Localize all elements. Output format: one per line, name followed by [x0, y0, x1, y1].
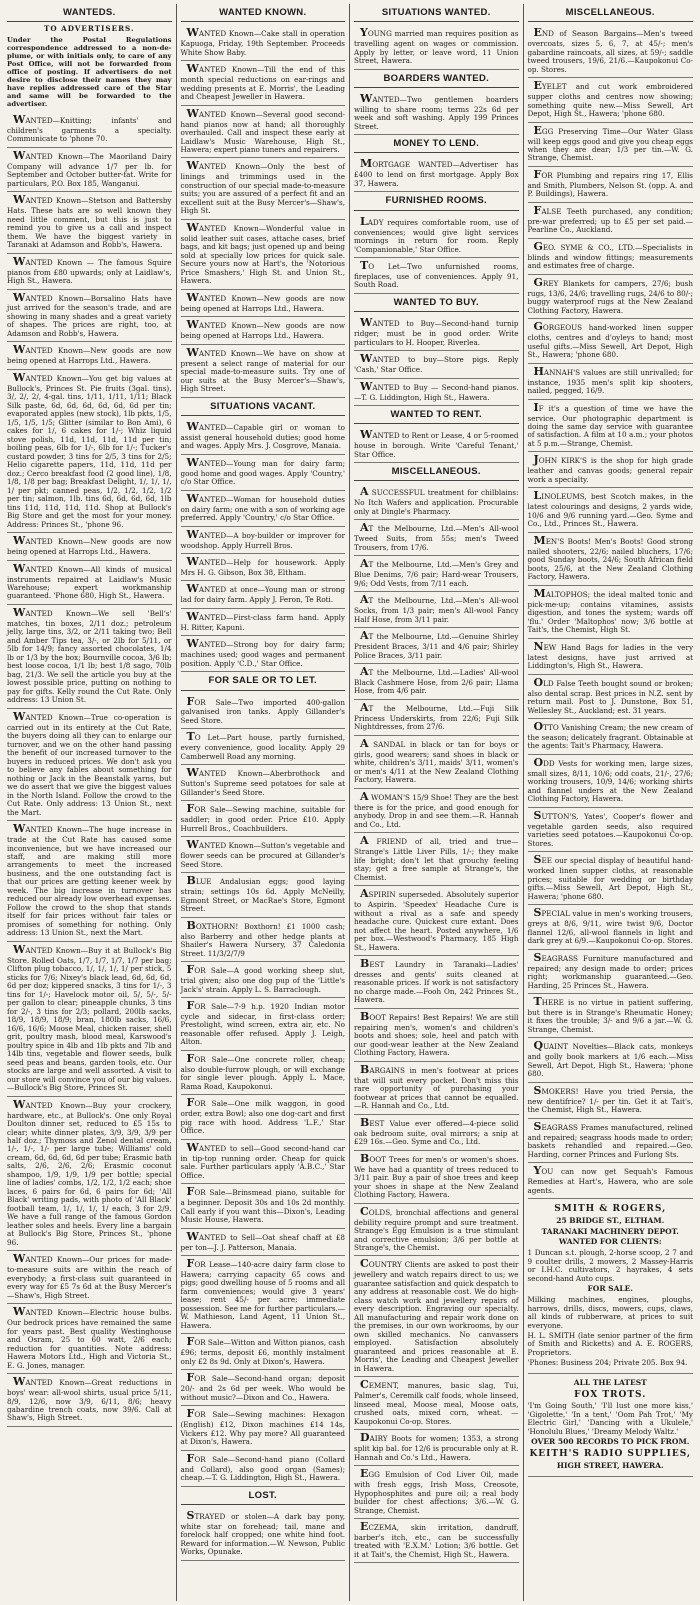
classified-ad: BEST Value ever offered—4-piece solid oak bedroom suite, oval mirrors; a snip at £29 16s.—Geo. Syme and Co., Ltd. [354, 1115, 519, 1151]
smith-rogers-agent-text: H. L. SMITH (late senior partner of the firm of Smith and Ricketts) and A. E. ROGERS, Proprietors. [527, 1331, 693, 1357]
classified-ad: WANTED Known—Only the best of linings and trimmings used in the construction of our special made-to-measure suits; you are assured of a perfect fit and an excellent suit at the Busy Mercer's—Shaw's, High St. [181, 158, 346, 219]
classified-ad: SEE our special display of beautiful hand-worked linen supper cloths, at reasonable prices; suitable for wedding or birthday gifts.—Miss Sewell, Art Depot, High St., Hawera; 'phone 680. [528, 852, 694, 905]
classified-ad: TO Let—Two unfurnished rooms, fireplaces, use of conveniences. Apply 91, South Road. [354, 258, 519, 294]
columns [3, 4, 697, 1601]
classified-ad: WANTED Known—Several good second-hand pianos now at hand; all thoroughly overhauled. Call and inspect these early at Laidlaw's Music Warehouse, High St., Hawera; expert piano tuners and repairers. [181, 106, 346, 159]
classified-ad: LINOLEUMS, best Scotch makes, in the latest colourings and designs, 2 yards wide, 10/6 and 9/6 running yard.—Geo. Syme and Co., Ltd., Princes St., Hawera. [528, 488, 694, 532]
classified-ad: WANTED to sell—Good second-hand car in tip-top running order. Cheap for quick sale. Further particulars apply 'A.B.C.,' Star Office. [181, 1140, 346, 1184]
section-heading: MISCELLANEOUS. [354, 465, 519, 481]
classified-ad: GREY Blankets for campers, 27/6; bush rugs, 13/6, 24/6; travelling rugs, 24/6 to 80/-; buggy waterproof rugs at the New Zealand Clothing Factory, Hawera. [528, 275, 694, 319]
smith-rogers-depot: TARANAKI MACHINERY DEPOT. [541, 1226, 679, 1236]
section-heading: WANTED KNOWN. [181, 6, 346, 22]
classified-ad: EGG Preserving Time—Our Water Glass will keep eggs good and give you cheap eggs when they are dear; 1/3 per tin.—W. G. Strange, Chemist. [528, 123, 694, 167]
smith-rogers-wanted-heading: WANTED FOR CLIENTS: [558, 1237, 662, 1247]
classified-ad: FOR Sale—Witton and Witton pianos, cash £96; terms, deposit £6, monthly instalment only £2 8s 9d. Only at Dixon's, Hawera. [181, 1334, 346, 1370]
classified-ad: WANTED—Young man for dairy farm; good home and good wages. Apply 'Country,' c/o Star Office. [181, 455, 346, 491]
fox-trots-records: OVER 500 RECORDS TO PICK FROM. [531, 1437, 690, 1447]
classified-ad: SEAGRASS Frames manufactured, relined and repaired; seagrass hoods made to order; baskets rehandled and repaired.—Geo. Harding, corner Princes and Furlong Sts. [528, 1119, 694, 1163]
classified-ad: WANTED Known—Wonderful value in solid leather suit cases, attache cases, brief bags, and kit bags; just opened up and being sold at specially low prices for quick sale. Secure yours now at Hart's, the 'Notorious Price Smashers,' High St. and Union St., Hawera. [181, 220, 346, 290]
classified-ad: WANTED—Strong boy for dairy farm; machines used; good wages and permanent position. Apply 'C.D.,' Star Office. [181, 636, 346, 672]
classified-ad: WANTED Known—Till the end of this month special reductions on ear-rings and wedding presents at E. Morris', the Leading and Cheapest Jeweller in Hawera. [181, 61, 346, 105]
classified-ad: BLUE Andalusian eggs; good laying strain; settings 10s 6d. Apply McNeilly, Egmont Street, or MacRae's Store, Egmont Street. [181, 873, 346, 917]
classified-ad: NEW Hand Bags for ladies in the very latest designs, have just arrived at Liddington's, High St., Hawera. [528, 639, 694, 675]
classified-ad: WANTED—Knitting; infants' and children's garments a specialty. Communicate to 'phone 70. [7, 112, 172, 148]
classified-ad: WANTED to Buy — Second-hand pianos.—T. G. Liddington, High St., Hawera. [354, 379, 519, 406]
classified-ad: FOR Lease—140-acre dairy farm close to Hawera; carrying capacity 65 cows and pigs; good dwelling house of 5 rooms and all farm conveniences; would give 3 years' lease; rent 45/- per acre; immediate possession. See me for further particulars.—W. Mathieson, Land Agent, 11 Union St., Hawera. [181, 1256, 346, 1334]
section-heading: FURNISHED ROOMS. [354, 194, 519, 210]
classified-ad: WANTED Known—New goods are now being opened at Harrops Ltd., Hawera. [7, 533, 172, 560]
classified-ad: WANTED Known—Buy your crockery, hardware, etc., at Bullock's. One only Royal Doulton dinner set, reduced to £5 15s to clear; white dinner plates, 3/9, 3/9, 3/9 per half doz.; Thymoss and Zenol dental cream, 1/-, 1/-, 1/- per large tube; Williams' cold cream, 6d, 6d, 6d, 6d per tube; Erasmic bath salts, 2/6, 2/6, 2/6; Erasmic coconut shampoo, 1/9, 1/9, 1/9 per bottle; special line of ladies' combs, 1/2, 1/2, 1/2 each; shoe laces, 6 pairs for 6d, 6 pairs for 6d; 'All Black' writing pads, with photo of 'All Black' football team, 1/, 1/, 1/, 1/ each, 3 for 2/9. We have a full range of the famous Gordon leather soles and heels. Every line a bargain at Bullock's Big Store, Princes St., 'phone 96. [7, 1097, 172, 1252]
classified-ad: A SUCCESSFUL treatment for chilblains: No Itch Wafers and application. Procurable only at Dingle's Pharmacy. [354, 484, 519, 520]
classified-ad: WANTED Known—All kinds of musical instruments repaired at Laidlaw's Music Warehouse; expert workmanship guaranteed. 'Phone 680, High St., Hawera. [7, 561, 172, 605]
classified-ad: END of Season Bargains—Men's tweed overcoats, sizes 5, 6, 7, at 45/-; men's gabardine raincoats, all sizes, at 59/-; saddle tweed trousers, 19/6, 21/6.—Kaupokonui Co-op. Stores. [528, 25, 694, 78]
classified-ad: WANTED Known—Our prices for made-to-measure suits are within the reach of everybody; a first-class suit guaranteed in every way for £5 7s 6d at the Busy Mercer's—Shaw's, High Street. [7, 1251, 172, 1304]
advertisers-notice: Under the Postal Regulations correspondence addressed to a non-de-plume, or with initials only, to care of any Post Office, will not be forwarded from office of posting. If advertisers do not desire to disclose their names they may have replies addressed care of the Star and same will be forwarded to the advertiser. [7, 35, 172, 108]
fox-trots-heading-2: FOX TROTS. [574, 1389, 647, 1400]
classified-ad: GORGEOUS hand-worked linen supper cloths, centres and d'oyleys to hand; most useful gifts.—Miss Sewell, Art Depot, High St., Hawera; 'phone 680. [528, 319, 694, 363]
classified-ad: WANTED Known—The huge increase in trade at the Cut Rate has caused some inconvenience, but we have increased our staff, and are making still more arrangements to meet the increased business, and the one outstanding fact is that our prices are getting keener week by week. The big increase in turnover has reduced our already low overhead expenses. Follow the crowd to the shop that stands itself for fair prices without fair tales or promises of something for nothing. Only address: 13 Union St., next the Mart. [7, 821, 172, 942]
section-heading: MONEY TO LEND. [354, 137, 519, 153]
classified-ad: AT the Melbourne, Ltd.—Ladies' All-wool Black Cashmere Hose, from 2/6 pair; Llama Hose, from 4/6 pair. [354, 664, 519, 700]
classified-ad: STRAYED or stolen—A dark bay pony, white star on forehead; tail, mane and forelock half cropped; one white hind foot. Reward for information.—W. Newson, Public Works, Opunake. [181, 1508, 346, 1561]
column-4 [524, 4, 698, 1601]
classified-ad: EGG Emulsion of Cod Liver Oil, made with fresh eggs, Irish Moss, Creosote, Hypophosphites and pure oil; a real body builder for chest affections; 3/6.—W. G. Strange, Chemist. [354, 1466, 519, 1519]
classified-ad: WANTED Known—We have on show at present a select range of material for our special made-to-measure suits. Try one of our suits at the Busy Mercer's—Shaw's, High Street. [181, 345, 346, 398]
fox-trots-address: HIGH STREET, HAWERA. [556, 1460, 664, 1470]
classified-ad: FALSE Teeth purchased, any condition; pre-war preferred; up to £5 per set paid.—Pearline Co., Auckland. [528, 203, 694, 239]
classified-ad: FOR Sale—Two imported 400-gallon galvanised iron tanks. Apply Gillander's Seed Store. [181, 694, 346, 730]
fox-trots-shop: KEITH'S RADIO SUPPLIES, [529, 1449, 692, 1460]
classified-ad: GEO. SYME & CO., LTD.—Specialists in blinds and window fittings; measurements and estimates free of charge. [528, 239, 694, 275]
classified-ad: THERE is no virtue in patient suffering, but there is in Strange's Rheumatic Honey; it fixes the trouble; 3/- and 9/6 a jar.—W. G. Strange, Chemist. [528, 994, 694, 1038]
smith-rogers-address: 25 BRIDGE ST., ELTHAM. [556, 1215, 665, 1225]
classified-ad: ODD Vests for working men, large sizes, small sizes, 8/11, 10/6; odd coats, 21/-, 27/6; working trousers, 10/9, 14/6; working shirts and flannel unders at the New Zealand Clothing Factory, Hawera. [528, 755, 694, 808]
classified-ad: WANTED Known—We sell 'Bell's' matches, tin boxes, 2/11 doz.; petroleum jelly, large tins, 3/2, or 2/11 taking two; Bell and Amber Tips tea, 3/-, or 2lb for 5/11, or 5lb for 14/9; fancy assorted chocolates, 1/4 lb or 1/3 by the box; Bournville cocoa, 3/6 lb; best loose cocoa, 1/1 lb; best 1/8 sago, 70lb bag, 21/3. We sell the article you buy at the lowest possible price, putting on nothing to pay for gifts. Kelly round the Cut Rate. Only address: 13 Union St. [7, 605, 172, 709]
classified-ad: FOR Sale—A good working sheep slut, trial given; also one dog pup of the 'Little's Jack's' strain. Apply L. S. Barraclough. [181, 962, 346, 998]
classified-ad: FOR Sale—Sewing machine, suitable for saddler; in good order. Price £10. Apply Hurrell Bros., Coachbuilders. [181, 801, 346, 837]
classified-ad: YOUNG married man requires position as travelling agent on wages or commission. Apply by letter, or leave word, 11 Union Street, Hawera. [354, 25, 519, 69]
classified-ad: WANTED to Sell—Oat sheaf chaff at £8 per ton—J. J. Patterson, Manaia. [181, 1229, 346, 1256]
classified-ad: WANTED Known — The famous Squire pianos from £80 upwards; only at Laidlaw's, High St., Hawera. [7, 254, 172, 290]
smith-rogers-phones: 'Phones: Business 204; Private 205. Box 94. [527, 1358, 688, 1368]
classified-ad: DAIRY Boots for women; 1353, a strong split kip bal. for 12/6 is procurable only at R. Hannah and Co.'s Ltd., Hawera. [354, 1430, 519, 1466]
classified-ad: AT the Melbourne, Ltd.—Men's All-wool Tweed Suits, from 55s; men's Tweed Trousers, from 17/6. [354, 520, 519, 556]
classified-ad: SMOKERS! Have you tried Persia, the new dentifrice? 1/- per tin. Get it at Tait's, the Chemist, High St., Hawera. [528, 1083, 694, 1119]
classified-ad: WANTED Known—Cake stall in operation Kapuoga, Friday, 19th September. Proceeds White Show Baby. [181, 25, 346, 61]
smith-rogers-sale-text: Milking machines, engines, ploughs, harrows, drills, discs, mowers, cups, claws, all kinds of rubberware, at prices to suit everyone. [527, 1295, 693, 1330]
classified-ad: QUAINT Novelties—Black cats, monkeys and golly book markers at 1/6 each.—Miss Sewell, Art Depot, High St., Hawera; 'phone 680. [528, 1038, 694, 1082]
classified-ad: BARGAINS in men's footwear at prices that will suit every pocket. Don't miss this rare opportunity of purchasing your footwear at prices that cannot be equalled.—R. Hannah and Co., Ltd. [354, 1062, 519, 1115]
section-subheading: TO ADVERTISERS. [44, 24, 135, 34]
classified-ad: OTTO Vanishing Cream; the new cream of the season; delicately fragrant. Obtainable at the agents: Tait's Pharmacy, Hawera. [528, 719, 694, 755]
section-heading: WANTED TO RENT. [354, 408, 519, 424]
classified-ad: JOHN KIRK'S is the shop for high grade leather and canvas goods; general repair work a specialty. [528, 452, 694, 488]
section-heading: LOST. [181, 1489, 346, 1505]
classified-ad: WANTED at once—Young man or strong lad for dairy farm. Apply J. Feron, Te Roti. [181, 581, 346, 608]
classified-ad: FOR Sale—Brinsmead piano, suitable for a beginner. Deposit 30s and 10s 2d monthly. Call early if you want this—Dixon's, Leading Music House, Hawera. [181, 1184, 346, 1228]
classified-ad: FOR Sale—One milk waggon, in good order, extra Bowl; also one dog-cart and first pig race with hood. Address 'L.F.,' Star Office. [181, 1095, 346, 1139]
classified-ad: TO Let—Part house, partly furnished, every convenience, good locality. Apply 29 Camberwell Road any morning. [181, 729, 346, 765]
fox-trots-ad [528, 1374, 694, 1477]
classified-ad: WANTED—A boy-builder or improver for woodshop. Apply Hurrell Bros. [181, 527, 346, 554]
classified-ad: WANTED Known—Aberbrothock and Sutton's Supreme seed potatoes for sale at Gillander's Seed Store. [181, 765, 346, 801]
classified-ad: A WOMAN'S 15/9 Shoe! They are the best there is for the price, and good enough for anybody. Drop in and see them.—R. Hannah and Co., Ltd. [354, 789, 519, 833]
classified-ad: WANTED Known—The Maoriland Dairy Company will advance 1/7 per lb. for September and October butter-fat. Write for particulars, P.O. Box 185, Wanganui. [7, 148, 172, 192]
section-heading: WANTEDS. [7, 6, 172, 22]
classified-ad: AT the Melbourne, Ltd.—Men's All-wool Socks, from 1/3 pair; men's All-wool Fancy Half Hose, from 3/11 pair. [354, 592, 519, 628]
classified-ad: WANTED Known—You get big values at Bullock's, Princes St. Pie fruits (3gal. tins), 3/, 2/, 2/, 4-gal. tins, 1/11, 1/11, 1/11; Black Silk paste, 6d, 6d, 6d, 6d, 6d, 6d per tin; evaporated apples (new stock), 1lb pkts, 1/5, 1/5, 1/5, 1/5; Glitter (similar to Bon Ami), 6 cakes for 1/, 6 cakes for 1/-; Whiz liquid stove polish, 11d, 11d, 11d, 11d per tin; boiling peas, 6lb for 1/-, 6lb for 1/-; Tucker's custard powder, 3 tins for 2/5, 3 tins for 2/5; Helio cigarette papers, 11d, 11d, 11d per doz.; Cerco breakfast food (2 good line), 1/8, 1/8, 1/8 per bag; Breakfast Delight, 1/, 1/, 1/, 1/ per pkt; canned peas, 1/2, 1/2, 1/2, 1/2 per tin; salmon, 1lb. tins 6d, 6d, 6d, 6d, 1lb tins 11d, 11d, 11d, 11d. Shop at Bullock's Big Store and get the most for your money. Address: Princes St., 'phone 96. [7, 370, 172, 533]
classified-ad: WANTED Known—New goods are now being opened at Harrops Ltd., Hawera. [7, 342, 172, 369]
classified-ad: MEN'S Boots! Men's Boots! Good strong nailed shooters, 22/6; nailed bluchers, 17/6; good Sunday boots, 24/6; South African field boots, 25/6, at the New Zealand Clothing Factory, Hawera. [528, 533, 694, 586]
classified-ad: ASPIRIN superseded. Absolutely superior to Aspirin. 'Speedex' Headache Cure is without a rival as a safe and speedy headache cure. Quickest cure extant. Does not affect the heart. Posted anywhere, 1/6 per box.—Westwood's Pharmacy, 185 High St., Hawera. [354, 886, 519, 956]
classified-ad: AT the Melbourne, Ltd.—Genuine Shirley President Braces, 3/11 and 4/6 pair; Shirley Police Braces, 3/11 pair. [354, 628, 519, 664]
smith-rogers-wanted-text: 1 Duncan s.t. plough, 2-horse scoop, 2 7 and 9 coulter drills, 2 mowers, 2 Massey-Harris or I.H.C. cultivators, 2 hayrakes, 4 sets second-hand Auto cups. [527, 1248, 693, 1283]
classified-ad: WANTED to buy—Store pigs. Reply 'Cash,' Star Office. [354, 351, 519, 378]
classified-ad: LADY requires comfortable room, use of conveniences; would give light services mornings in return for room. Reply 'Companionable,' Star Office. [354, 214, 519, 258]
classified-ad: FOR Sale—Second-hand piano (Collard and Collard), also good organ (Sames); cheap.—T. G. Liddington, High St., Hawera. [181, 1451, 346, 1487]
classified-ad: WANTED—First-class farm hand. Apply H. Ritter, Kapuni. [181, 609, 346, 636]
classified-ad: SEAGRASS Furniture manufactured and repaired; any design made to order; prices right; workmanship guaranteed.—Geo. Harding, 25 Princes St., Hawera. [528, 950, 694, 994]
section-heading: SITUATIONS VACANT. [181, 400, 346, 416]
classified-ad: WANTED to Rent or Lease, 4 or 5-roomed house in borough. Write 'Careful Tenant,' Star Office. [354, 427, 519, 463]
smith-rogers-sale-heading: FOR SALE. [587, 1284, 634, 1294]
smith-rogers-title: SMITH & ROGERS, [554, 1204, 667, 1215]
classified-ad: BOOT Trees for men's or women's shoes. We have had a quantity of trees reduced to 3/11 pair. Buy a pair of shoe trees and keep your shoes in shape at the New Zealand Clothing Factory, Hawera. [354, 1151, 519, 1204]
section-heading: BOARDERS WANTED. [354, 72, 519, 88]
classified-ad: WANTED Known—True co-operation is carried out in its entirety at the Cut Rate, the buyers doing all they can to enlarge our turnover, and we on the other hand passing the benefit of our increased turnover to the buyers in reduced prices. We don't ask you to believe any fables about something for nothing or Jack in the Beanstalk yarns, but we do assert that we give the biggest values in the North Island. Follow the crowd to the Cut Rate. Only address: 13 Union St., next the Mart. [7, 709, 172, 821]
classified-ad: WANTED Known—Great reductions in boys' wear: all-wool shirts, usual price 5/11, 8/9, 12/6, now 3/9, 6/11, 8/6; heavy gabardine trench coats, now 39/6. Call at Shaw's, High Street. [7, 1374, 172, 1427]
classified-ad: WANTED Known—Borsalino Hats have just arrived for the season's trade, and are showing in many shades and a great variety of shapes. The prices are right, too, at Adamson and Robb's, Hawera. [7, 290, 172, 343]
classified-ad: BOOT Repairs! Best Repairs! We are still repairing men's, women's and children's boots and shoes; sole, heel and patch with our good-wear leather at the New Zealand Clothing Factory, Hawera. [354, 1009, 519, 1062]
classified-ad: A FRIEND of all, tried and true—Strange's Little Liver Pills, 1/-; they make life bright; don't let that grouchy feeling stay; get a free sample at Strange's, the Chemist. [354, 833, 519, 886]
classified-ad: SPECIAL value in men's working trousers, greys at 8/6, 9/11, wire twist 9/6, Doctor flannel 12/6, all-wool flannels in light and dark grey at 6/9.—Kaupokonui Co-op. Stores. [528, 905, 694, 949]
classified-ad: WANTED Known—Sutton's vegetable and flower seeds can be procured at Gillander's Seed Store. [181, 837, 346, 873]
fox-trots-titles: 'I'm Going South,' 'I'll lust one more kiss,' 'Gigolette,' 'In a tent,' 'Oom Pah Trot,' 'My Electric Girl,' 'Dancing with a Ukulele,' 'Honolulu Blues,' 'Dreamy Melody Waltz.' [527, 1401, 693, 1436]
section-heading: FOR SALE OR TO LET. [181, 674, 346, 690]
classified-ad: WANTED—Woman for household duties on dairy farm; one with a son of working age preferred. Apply 'Country,' c/o Star Office. [181, 491, 346, 527]
classified-ad: WANTED—Capable girl or woman to assist general household duties; good home and wages. Apply Mrs. J. Cosgrove, Manaia. [181, 419, 346, 455]
classified-ad: HANNAH'S values are still unrivalled; for instance, 1935 men's split kip shooters, nailed, pegged, 16/9. [528, 364, 694, 400]
classified-ad: CEMENT, manures, basic slag, Tui, Palmer's, Ceremilk calf foods, whole linseed, linseed meal, Moose meal, Moose oats, crushed oats, mixed corn, wheat. — Kaupokonui Co-op. Stores. [354, 1377, 519, 1430]
classified-ad: EYELET and cut work embroidered supper cloths and centres now showing; something quite new.—Miss Sewell, Art Depot, High St., Hawera; 'phone 680. [528, 78, 694, 122]
classified-ad: YOU can now get Sequah's Famous Remedies at Hart's, Hawera, who are sole agents. [528, 1163, 694, 1199]
classified-ad: AT the Melbourne, Ltd.—Fuji Silk Princess Underskirts, from 22/6; Fuji Silk Nightdresses, from 27/6. [354, 700, 519, 736]
classified-ad: FOR Plumbing and repairs ring 17, Ellis and Smith, Plumbers, Nelson St. (opp. A. and P. Buildings), Hawera. [528, 167, 694, 203]
classified-ad: WANTED—Two gentlemen boarders willing to share room; terms 22s 6d per week and soft washing. Apply 199 Princes Street. [354, 91, 519, 135]
classified-ad: A SANDAL in black or tan for boys or girls, good wearers; sand shoes in black or white, children's 3/11, maids' 3/11, women's or men's 4/11 at the New Zealand Clothing Factory, Hawera. [354, 736, 519, 789]
classified-ad: WANTED Known—Stetson and Battersby Hats. These hats are so well known they need little comment, but this is just to remind you to give us a call and inspect them. We have the biggest variety in Taranaki at Adamson and Robb's, Hawera. [7, 192, 172, 253]
classified-ad: WANTED Known—Buy it at Bullock's Big Store. Rolled Oats, 1/7, 1/7, 1/7, 1/7 per bag; Clifton plug tobacco, 1/, 1/, 1/, 1/ per stick, 5 sticks for 7/6; Nixey's black lead, 6d, 6d, 6d, 6d per doz; kippered snacks, 3 tins for 1/-, 3 tins for 1/-; Havelock motor oil, 5/, 5/-, 5/- per gallon to clear; pineapple chunks, 3 tins for 2/-, 3 tins for 2/3; pollard, 200lb sacks, 18/9, 18/9, 18/9; bran, 180lb sacks, 16/6, 16/6, 16/6; Moose Meal, chicken raiser, shell grit, poultry mash, blood meal, Karswood's poultry spice in 4lb and 1lb pkts and 7lb and 14lb tins, vegetable and flower seeds, bulk seed peas and beans, garden tools, etc. Our stocks are large and well assorted. A visit to our store will convince you of our big values.—Bullock's Big Store, Princes St. [7, 942, 172, 1097]
classified-ad: SUTTON'S, Yates', Cooper's flower and vegetable garden seeds, also required varieties seed potatoes.—Kaupokonui Co-op. Stores. [528, 808, 694, 852]
classified-ad: FOR Sale—Second-hand organ; deposit 20/- and 2s 6d per week. Who would be without music?—Dixon and Co., Hawera. [181, 1370, 346, 1406]
classified-ad: COLDS, bronchial affections and general debility require prompt and sure treatment. Strange's Egg Emulsion is a true stimulant and corrective emulsion; 3/6 per bottle at Strange's, the Chemist. [354, 1204, 519, 1257]
section-heading: MISCELLANEOUS. [528, 6, 694, 22]
classified-ad: BOXTHORN! Boxthorn! £1 1000 cash; also Barberry and other hedge plants at Shailer's Hawera Nursery, 37 Caledonia Street. 11/3/2/7/9 [181, 918, 346, 962]
classified-ad: AT the Melbourne, Ltd.—Men's Grey and Blue Denims, 7/6 pair; Hard-wear Trousers, 9/6; Odd Vests, from 7/11 each. [354, 556, 519, 592]
classified-ad: WANTED Known—New goods are now being opened at Harrops Ltd., Hawera. [181, 290, 346, 317]
classified-ad: WANTED Known—New goods are now being opened at Harrops Ltd., Hawera. [181, 317, 346, 344]
classified-ad: MALTOPHOS; the ideal malted tonic and pick-me-up; contains vitamines, assists digestion, and tones the system; wards off 'flu.' Order 'Maltophos' now; 3/6 bottle at Tait's, the Chemist, High St. [528, 586, 694, 639]
classified-ad: WANTED—Help for housework. Apply Mrs H. G. Gibson, Box 38, Eltham. [181, 554, 346, 581]
fox-trots-heading-1: ALL THE LATEST [573, 1377, 647, 1387]
classified-ad: WANTED to Buy—Second-hand turnip ridger; must be in good order. Write particulars to H. Hooper, Riverlea. [354, 315, 519, 351]
smith-rogers-ad [528, 1199, 694, 1374]
classified-ad: IF it's a question of time we have the service. Our photographic department is doing the same day service with guarantee of satisfaction. A film at 10 a.m.; your photos at 5 p.m.—Strange, Chemist. [528, 400, 694, 453]
classified-ad: FOR Sale—Sewing machines: Hexagon (English) £12, Dixon machines £14 14s, Vickers £12. Why pay more? All guaranteed at Dixon's, Hawera. [181, 1406, 346, 1450]
column-2 [177, 4, 351, 1601]
classified-ad: FOR Sale—7-9 h.p. 1920 Indian motor cycle and sidecar, in first-class order; Prestolight, wind screen, extra air, etc. No reasonable offer refused. Apply J. Leigh, Alton. [181, 998, 346, 1051]
classified-ad: MORTGAGE WANTED—Advertiser has £400 to lend on first mortgage. Apply Box 37, Hawera. [354, 156, 519, 192]
section-heading: WANTED TO BUY. [354, 296, 519, 312]
classified-ad: WANTED Known—Electric house bulbs. Our bedrock prices have remained the same for years past. Best quality Westinghouse and Osram, 25 to 60 watt, 2/6 each; reduction for quantities. Note address: Hawera Motors Ltd., High and Victoria St., E. G. Jones, manager. [7, 1304, 172, 1374]
classified-ad: COUNTRY Clients are asked to post their jewellery and watch repairs direct to us; we guarantee satisfaction and quick despatch to any address at reasonable cost. We do high-class watch work and jewellery repairs of every description. Engraving our specialty. All manufacturing and repair work done on the premises, in our own workrooms, by our own skilled mechanics. No canvassers employed. Satisfaction absolutely guaranteed and prices reasonable at E. Morris', the Leading and Cheapest Jeweller in Hawera. [354, 1256, 519, 1377]
section-heading: SITUATIONS WANTED. [354, 6, 519, 22]
classified-ad: FOR Sale—One concrete roller, cheap; also double-furrow plough, or will exchange for single lever plough. Apply L. Mace, Rama Road, Kaupokonui. [181, 1051, 346, 1095]
classified-ad: ECZEMA, skin irritation, dandruff, barber's itch, etc., can be successfully treated with 'E.X.M.' Lotion; 3/6 bottle. Get it at Tait's, the Chemist, High St., Hawera. [354, 1519, 519, 1563]
column-3 [350, 4, 524, 1601]
classified-ad: BEST Laundry in Taranaki—Ladies' dresses and gents' suits cleaned at reasonable prices. If work is not satisfactory no charge made.—Fooh On, 242 Princes St., Hawera. [354, 956, 519, 1009]
column-1 [3, 4, 177, 1601]
classified-ad: OLD False Teeth bought sound or broken; also dental scrap. Best prices in N.Z. sent by return mail. Post to J. Dunstone, Box 51, Wellesley St., Auckland; est. 31 years. [528, 675, 694, 719]
